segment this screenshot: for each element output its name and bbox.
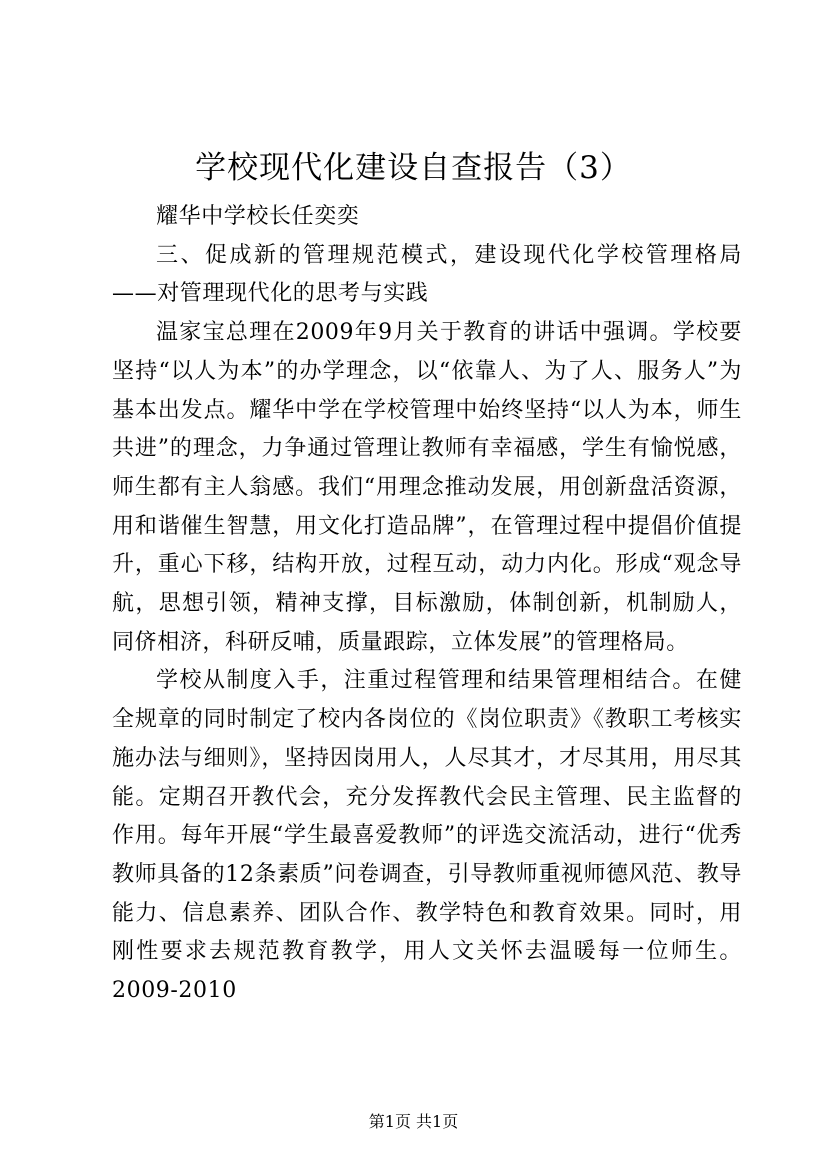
author-line: 耀华中学校长任奕奕 <box>156 204 360 229</box>
document-title: 学校现代化建设自查报告（3） <box>195 150 632 186</box>
body-paragraph: 学校从制度入手，注重过程管理和结果管理相结合。在健全规章的同时制定了校内各岗位的《岗位职责》《教职工考核实施办法与细则》，坚持因岗用人，人尽其才，才尽其用，用尽其能。定期召开教代会，充分发挥教代会民主管理、民主监督的作用。每年开展“学生最喜爱教师”的评选交流活动，进行“优秀教师具备的12条素质”问卷调查，引导教师重视师德风范、教导能力、信息素养、团队合作、教学特色和教育效果。同时，用刚性要求去规范教育教学，用人文关怀去温暖每一位师生。2009-2010 <box>112 668 742 1004</box>
document-body <box>112 198 742 1011</box>
section-heading: 三、促成新的管理规范模式，建设现代化学校管理格局——对管理现代化的思考与实践 <box>112 242 742 307</box>
page-number-footer: 第1页 共1页 <box>368 1112 459 1131</box>
body-paragraph: 温家宝总理在2009年9月关于教育的讲话中强调。学校要坚持“以人为本”的办学理念，以“依靠人、为了人、服务人”为基本出发点。耀华中学在学校管理中始终坚持“以人为本，师生共进”的理念，力争通过管理让教师有幸福感，学生有愉悦感，师生都有主人翁感。我们“用理念推动发展，用创新盘活资源，用和谐催生智慧，用文化打造品牌”，在管理过程中提倡价值提升，重心下移，结构开放，过程互动，动力内化。形成“观念导航，思想引领，精神支撑，目标激励，体制创新，机制励人，同侪相济，科研反哺，质量跟踪，立体发展”的管理格局。 <box>112 320 742 655</box>
